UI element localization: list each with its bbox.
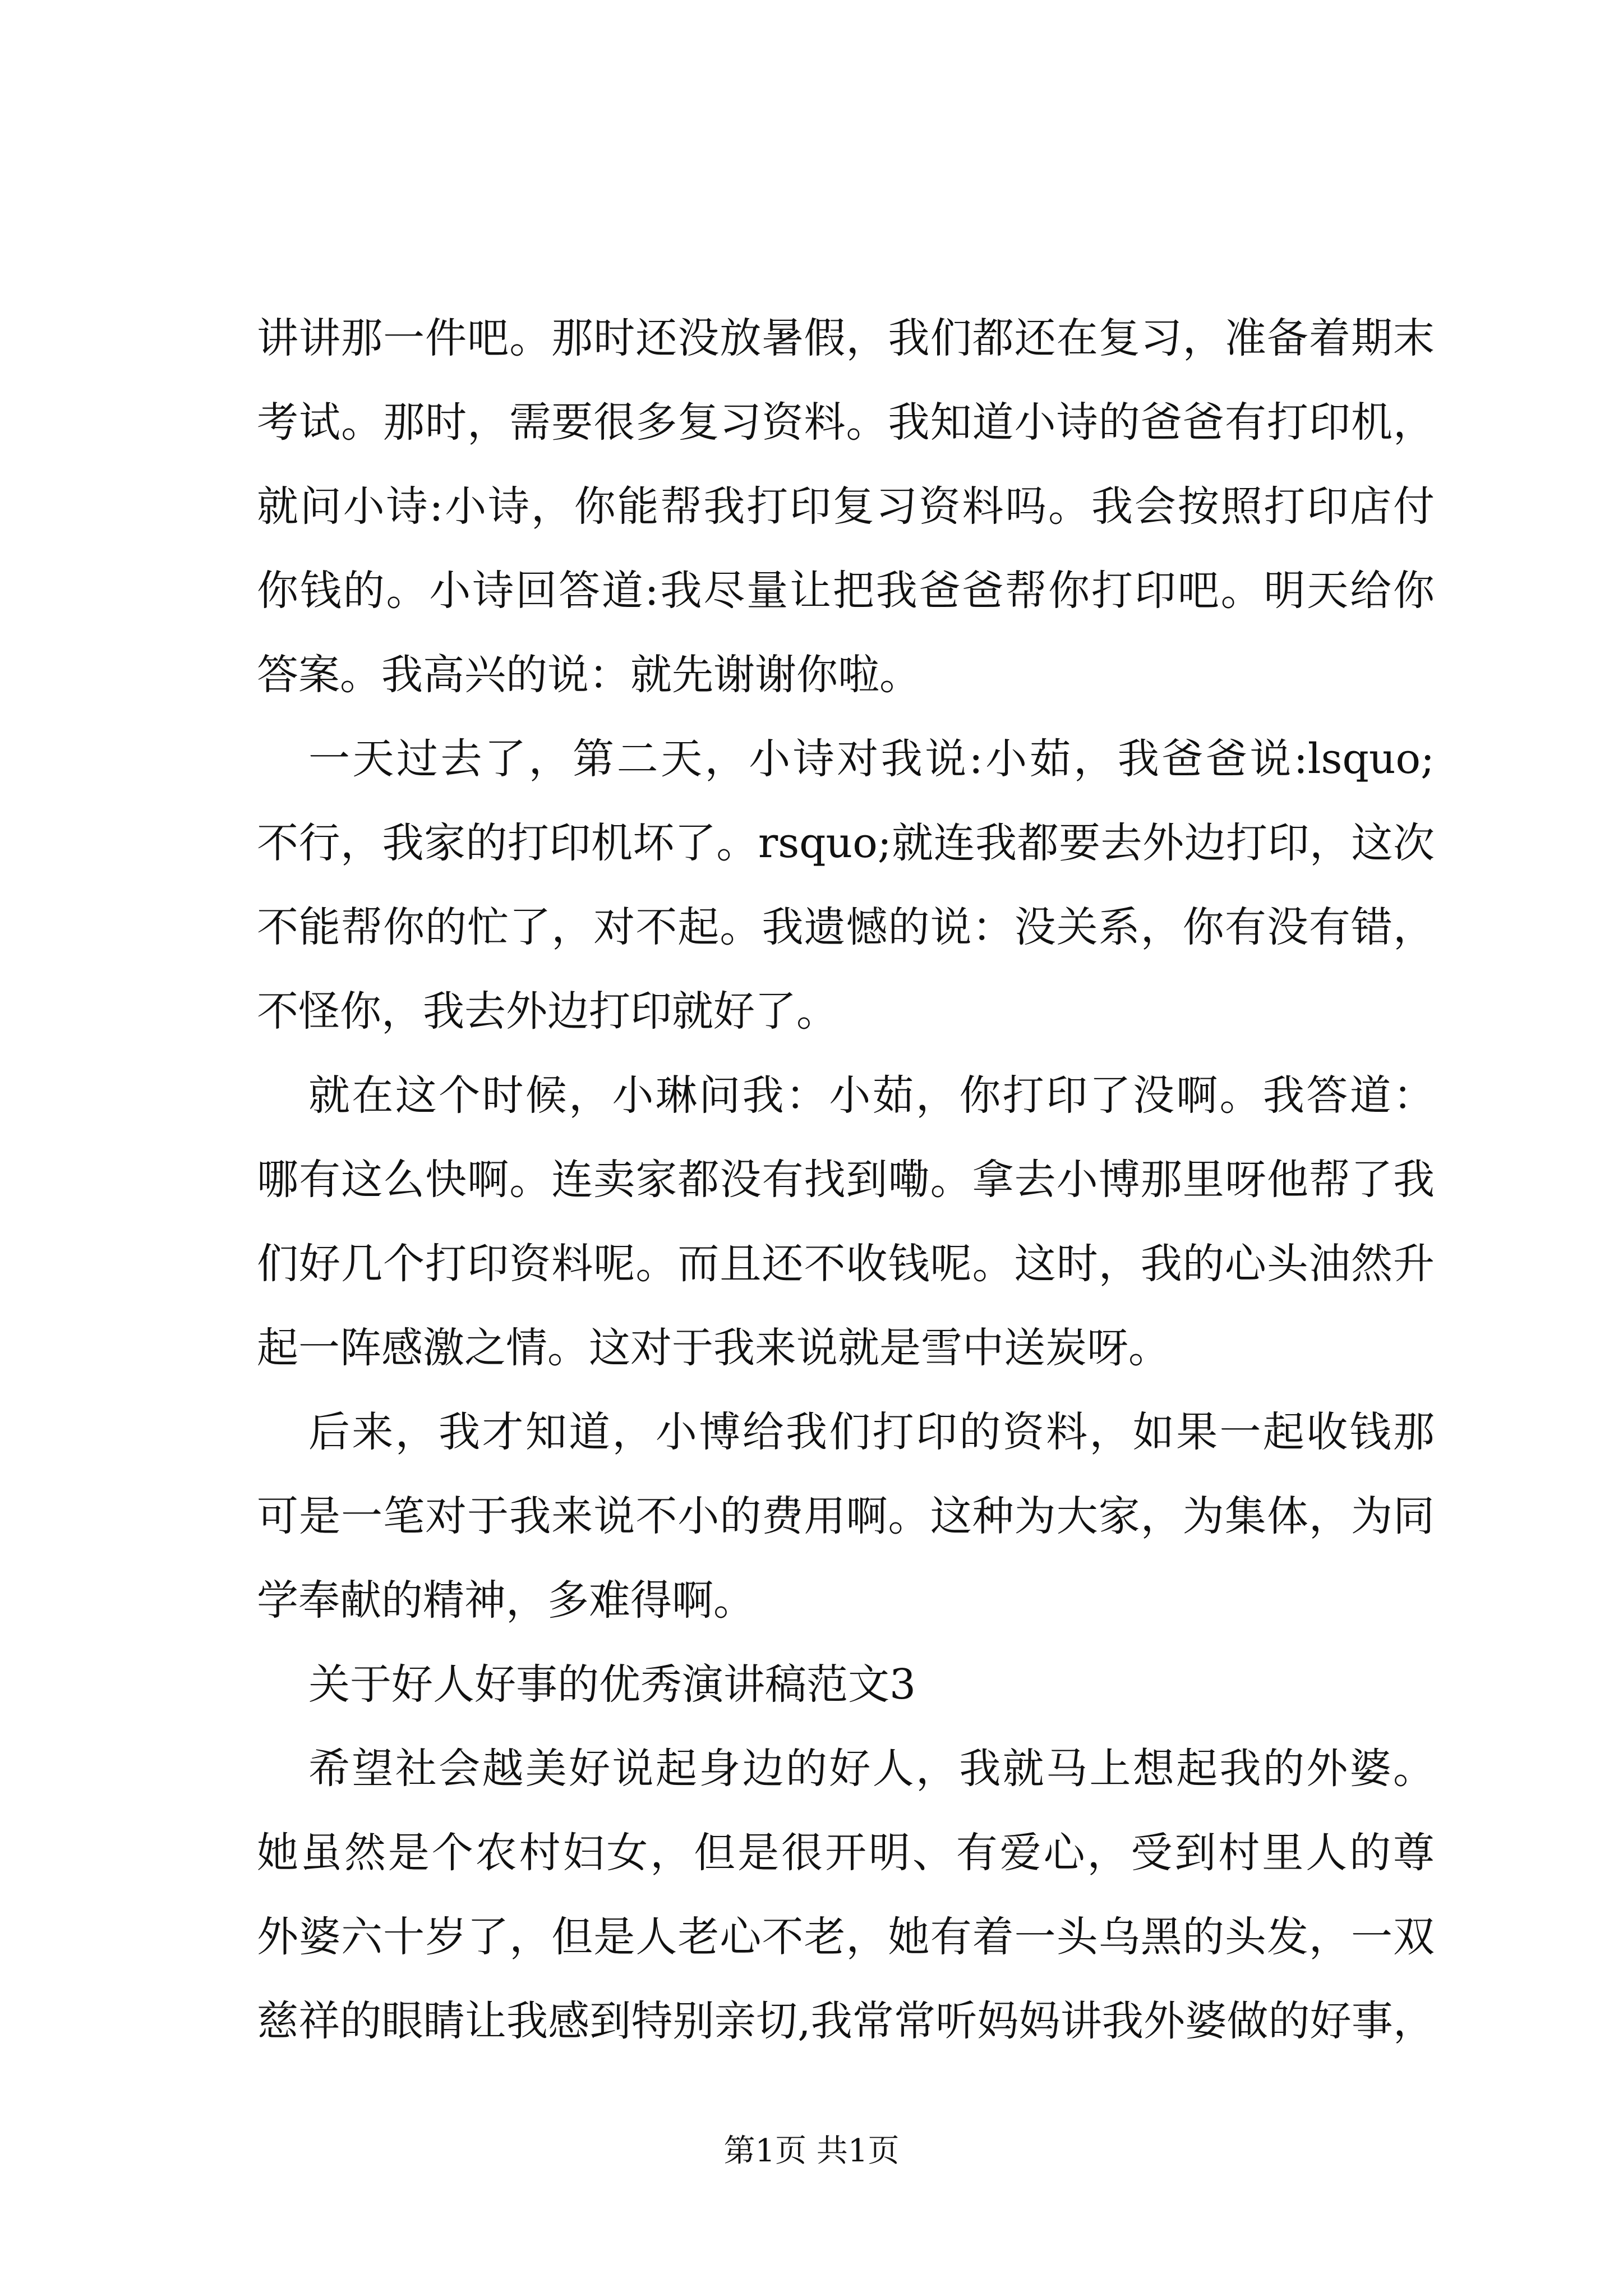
text-line: 你钱的。小诗回答道:我尽量让把我爸爸帮你打印吧。明天给你 — [257, 567, 1435, 615]
document-body — [257, 296, 1435, 2063]
text-line: 不能帮你的忙了，对不起。我遗憾的说：没关系，你有没有错， — [257, 903, 1435, 951]
text-line: 不行，我家的打印机坏了。rsquo;就连我都要去外边打印，这次 — [257, 819, 1435, 867]
text-line: 答案。我高兴的说：就先谢谢你啦。 — [257, 651, 921, 699]
text-line: 后来，我才知道，小博给我们打印的资料，如果一起收钱那 — [308, 1408, 1435, 1456]
text-line: 慈祥的眼睛让我感到特别亲切,我常常听妈妈讲我外婆做的好事， — [257, 1997, 1435, 2045]
section-heading: 关于好人好事的优秀演讲稿范文3 — [308, 1660, 916, 1709]
text-line: 希望社会越美好说起身边的好人，我就马上想起我的外婆。 — [308, 1745, 1435, 1793]
text-line: 学奉献的精神，多难得啊。 — [257, 1576, 755, 1625]
text-line: 考试。那时，需要很多复习资料。我知道小诗的爸爸有打印机， — [257, 398, 1435, 447]
text-line: 就在这个时候，小琳问我：小茹，你打印了没啊。我答道： — [308, 1071, 1435, 1120]
text-line: 讲讲那一件吧。那时还没放暑假，我们都还在复习，准备着期末 — [257, 314, 1435, 362]
text-line: 们好几个打印资料呢。而且还不收钱呢。这时，我的心头油然升 — [257, 1240, 1435, 1288]
text-line: 外婆六十岁了，但是人老心不老，她有着一头乌黑的头发，一双 — [257, 1913, 1435, 1961]
text-line: 可是一笔对于我来说不小的费用啊。这种为大家，为集体，为同 — [257, 1492, 1435, 1540]
text-line: 不怪你，我去外边打印就好了。 — [257, 987, 838, 1036]
text-line: 起一阵感激之情。这对于我来说就是雪中送炭呀。 — [257, 1324, 1170, 1372]
text-line: 一天过去了，第二天，小诗对我说:小茹，我爸爸说:lsquo; — [308, 735, 1435, 783]
text-line: 就问小诗:小诗，你能帮我打印复习资料吗。我会按照打印店付 — [257, 482, 1435, 531]
page-number-footer: 第1页 共1页 — [723, 2133, 900, 2169]
text-line: 她虽然是个农村妇女，但是很开明、有爱心，受到村里人的尊 — [257, 1829, 1435, 1877]
text-line: 哪有这么快啊。连卖家都没有找到嘞。拿去小博那里呀他帮了我 — [257, 1156, 1435, 1204]
